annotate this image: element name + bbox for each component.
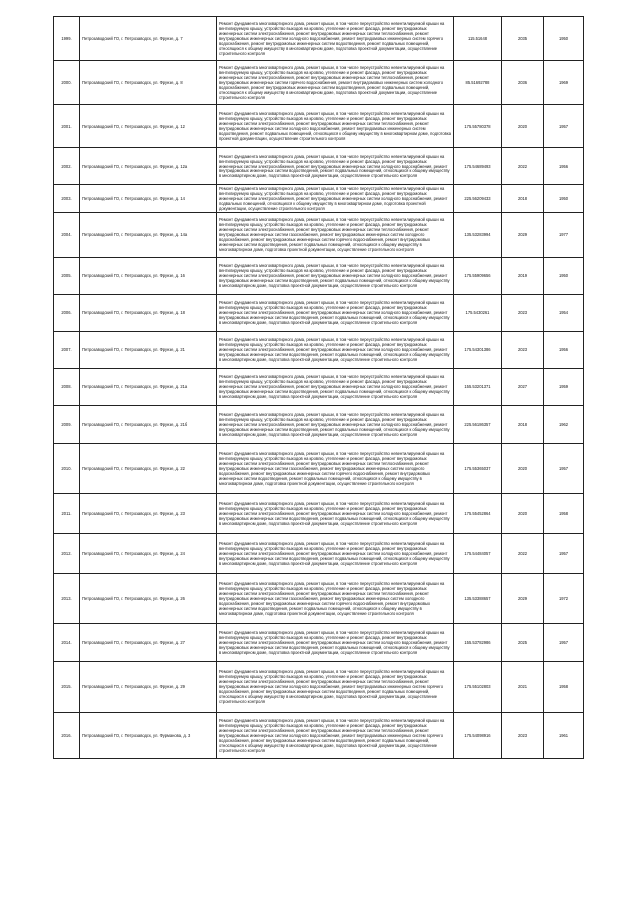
row-address: Петрозаводский ГО, г. Петрозаводск, ул. Фрунзе, д. 26 [80,573,217,623]
table-row [54,443,584,493]
row-works: Ремонт фундамента многоквартирного дома, ремонт крыши, в том числе переустройство невентилируемой крыши на вентилируемую крышу, устройство выходов на кровлю, утепление и ремонт фасада, ремонт внутридомовых инженерных систем электроснабжения, ремонт внутридомовых инженерных систем холодного водоснабжения, ремонт внутридомовых инженерных систем водоотведения, ремонт подвальных помещений, относящихся к общему имуществу в многоквартирном доме, подготовка проектной документации, осуществление строительного контроля [217,405,454,443]
row-cost: 155.53782986 [454,623,502,661]
row-works: Ремонт фундамента многоквартирного дома, ремонт крыши, в том числе переустройство невентилируемой крыши на вентилируемую крышу, устройство выходов на кровлю, утепление и ремонт фасада, ремонт внутридомовых инженерных систем электроснабжения, ремонт внутридомовых инженерных систем холодного водоснабжения, ремонт подвальных помещений, относящихся к общему имуществу в многоквартирном доме, подготовка проектной документации, осуществление строительного контроля [217,185,454,213]
row-year: 2022 [502,148,544,185]
row-number: 2014. [54,623,80,661]
row-year: 2019 [502,257,544,294]
row-number: 2000. [54,61,80,105]
row-built-year: 1972 [544,573,584,623]
row-year: 2018 [502,405,544,443]
row-works: Ремонт фундамента многоквартирного дома, ремонт крыши, в том числе переустройство невентилируемой крыши на вентилируемую крышу, устройство выходов на кровлю, утепление и ремонт фасада, ремонт внутридомовых инженерных систем электроснабжения, ремонт внутридомовых инженерных систем теплоснабжения, ремонт внутридомовых инженерных систем газоснабжения, ремонт внутридомовых инженерных систем холодного водоснабжения, ремонт внутридомовых инженерных систем горячего водоснабжения, ремонт внутридомовых инженерных систем водоотведения, ремонт подвальных помещений, относящихся к общему имуществу в многоквартирном доме, подготовка проектной документации, осуществление строительного контроля [217,443,454,493]
row-year: 2023 [502,294,544,331]
table-row [54,61,584,105]
row-cost: 175.55365037 [454,443,502,493]
row-number: 2009. [54,405,80,443]
row-address: Петрозаводский ГО, г. Петрозаводск, ул. Фрунзе, д. 8 [80,61,217,105]
table-row [54,105,584,148]
table-row [54,405,584,443]
row-number: 2006. [54,294,80,331]
row-year: 2020 [502,105,544,148]
table-row [54,294,584,331]
row-address: Петрозаводский ГО, г. Петрозаводск, ул. Фрунзе, д. 7 [80,17,217,61]
table-row [54,623,584,661]
row-year: 2035 [502,17,544,61]
row-built-year: 1957 [544,105,584,148]
row-works: Ремонт фундамента многоквартирного дома, ремонт крыши, в том числе переустройство невентилируемой крыши на вентилируемую крышу, устройство выходов на кровлю, утепление и ремонт фасада, ремонт внутридомовых инженерных систем электроснабжения, ремонт внутридомовых инженерных систем теплоснабжения, ремонт внутридомовых инженерных систем горячего водоснабжения, ремонт внутридомовых инженерных систем холодного водоснабжения, ремонт внутридомовых инженерных систем водоотведения, ремонт подвальных помещений, относящихся к общему имуществу в многоквартирном доме, подготовка проектной документации, осуществление строительного контроля [217,61,454,105]
row-built-year: 1957 [544,623,584,661]
row-number: 2001. [54,105,80,148]
table-row [54,661,584,712]
row-number: 2003. [54,185,80,213]
row-built-year: 1950 [544,17,584,61]
row-works: Ремонт фундамента многоквартирного дома, ремонт крыши, в том числе переустройство невентилируемой крыши на вентилируемую крышу, устройство выходов на кровлю, утепление и ремонт фасада, ремонт внутридомовых инженерных систем электроснабжения, ремонт внутридомовых инженерных систем холодного водоснабжения, ремонт внутридомовых инженерных систем водоотведения, ремонт подвальных помещений, относящихся к общему имуществу в многоквартирном доме, подготовка проектной документации, осуществление строительного контроля [217,623,454,661]
row-built-year: 1958 [544,661,584,712]
row-year: 2021 [502,661,544,712]
row-built-year: 1961 [544,712,584,758]
document-page [53,16,583,759]
table-row [54,533,584,573]
row-address: Петрозаводский ГО, г. Петрозаводск, ул. Фрунзе, д. 14а [80,212,217,257]
row-cost: 175.55780378 [454,105,502,148]
row-year: 2018 [502,185,544,213]
row-address: Петрозаводский ГО, г. Петрозаводск, ул. Фрунзе, д. 23 [80,493,217,533]
row-cost: 175.54098916 [454,712,502,758]
row-cost: 175.5430261 [454,294,502,331]
row-cost: 225.56209433 [454,185,502,213]
row-address: Петрозаводский ГО, г. Петрозаводск, ул. Фрунзе, д. 21б [80,405,217,443]
row-works: Ремонт фундамента многоквартирного дома, ремонт крыши, в том числе переустройство невентилируемой крыши на вентилируемую крышу, устройство выходов на кровлю, утепление и ремонт фасада, ремонт внутридомовых инженерных систем электроснабжения, ремонт внутридомовых инженерных систем теплоснабжения, ремонт внутридомовых инженерных систем холодного водоснабжения, ремонт внутридомовых инженерных систем горячего водоснабжения, ремонт внутридомовых инженерных систем водоотведения, ремонт подвальных помещений, относящихся к общему имуществу в многоквартирном доме, подготовка проектной документации, осуществление строительного контроля [217,712,454,758]
row-year: 2029 [502,573,544,623]
row-cost: 175.55102803 [454,661,502,712]
row-number: 2011. [54,493,80,533]
capital-repair-table [53,16,584,759]
table-row [54,573,584,623]
row-built-year: 1959 [544,368,584,405]
row-works: Ремонт фундамента многоквартирного дома, ремонт крыши, в том числе переустройство невентилируемой крыши на вентилируемую крышу, устройство выходов на кровлю, утепление и ремонт фасада, ремонт внутридомовых инженерных систем электроснабжения, ремонт внутридомовых инженерных систем холодного водоснабжения, ремонт внутридомовых инженерных систем водоотведения, ремонт подвальных помещений, относящихся к общему имуществу в многоквартирном доме, подготовка проектной документации, осуществление строительного контроля [217,368,454,405]
table-body [54,17,584,759]
row-number: 2007. [54,331,80,368]
row-cost: 135.53388657 [454,573,502,623]
row-address: Петрозаводский ГО, г. Петрозаводск, ул. Фрунзе, д. 16 [80,257,217,294]
row-cost: 175.54484057 [454,533,502,573]
row-built-year: 1962 [544,405,584,443]
row-built-year: 1957 [544,443,584,493]
table-row [54,331,584,368]
row-cost: 175.55909656 [454,257,502,294]
row-number: 2008. [54,368,80,405]
row-year: 2029 [502,212,544,257]
row-cost: 175.54301386 [454,331,502,368]
row-works: Ремонт фундамента многоквартирного дома, ремонт крыши, в том числе переустройство невентилируемой крыши на вентилируемую крышу, устройство выходов на кровлю, утепление и ремонт фасада, ремонт внутридомовых инженерных систем электроснабжения, ремонт внутридомовых инженерных систем теплоснабжения, ремонт внутридомовых инженерных систем холодного водоснабжения, ремонт внутридомовых инженерных систем горячего водоснабжения, ремонт внутридомовых инженерных систем водоотведения, ремонт подвальных помещений, относящихся к общему имуществу в многоквартирном доме, подготовка проектной документации, осуществление строительного контроля [217,661,454,712]
row-works: Ремонт фундамента многоквартирного дома, ремонт крыши, в том числе переустройство невентилируемой крыши на вентилируемую крышу, устройство выходов на кровлю, утепление и ремонт фасада, ремонт внутридомовых инженерных систем электроснабжения, ремонт внутридомовых инженерных систем холодного водоснабжения, ремонт внутридомовых инженерных систем водоотведения, ремонт подвальных помещений, относящихся к общему имуществу в многоквартирном доме, подготовка проектной документации, осуществление строительного контроля [217,148,454,185]
row-year: 2022 [502,533,544,573]
table-row [54,712,584,758]
row-number: 2015. [54,661,80,712]
row-number: 2010. [54,443,80,493]
row-year: 2023 [502,331,544,368]
row-number: 2002. [54,148,80,185]
row-works: Ремонт фундамента многоквартирного дома, ремонт крыши, в том числе переустройство невентилируемой крыши на вентилируемую крышу, устройство выходов на кровлю, утепление и ремонт фасада, ремонт внутридомовых инженерных систем электроснабжения, ремонт внутридомовых инженерных систем холодного водоснабжения, ремонт внутридомовых инженерных систем водоотведения, ремонт подвальных помещений, относящихся к общему имуществу в многоквартирном доме, подготовка проектной документации, осуществление строительного контроля [217,294,454,331]
row-works: Ремонт фундамента многоквартирного дома, ремонт крыши, в том числе переустройство невентилируемой крыши на вентилируемую крышу, устройство выходов на кровлю, утепление и ремонт фасада, ремонт внутридомовых инженерных систем электроснабжения, ремонт внутридомовых инженерных систем холодного водоснабжения, ремонт внутридомовых инженерных систем водоотведения, ремонт подвальных помещений, относящихся к общему имуществу в многоквартирном доме, подготовка проектной документации, осуществление строительного контроля [217,493,454,533]
row-number: 2004. [54,212,80,257]
table-row [54,368,584,405]
row-cost: 155.53201371 [454,368,502,405]
row-number: 2012. [54,533,80,573]
row-built-year: 1977 [544,212,584,257]
row-cost: 135.53283994 [454,212,502,257]
row-address: Петрозаводский ГО, г. Петрозаводск, ул. Фрунзе, д. 12а [80,148,217,185]
row-year: 2020 [502,443,544,493]
row-cost: 175.55452864 [454,493,502,533]
row-number: 2005. [54,257,80,294]
table-row [54,212,584,257]
row-address: Петрозаводский ГО, г. Петрозаводск, ул. Фрунзе, д. 18 [80,294,217,331]
row-built-year: 1956 [544,148,584,185]
table-row [54,148,584,185]
row-address: Петрозаводский ГО, г. Петрозаводск, ул. Фрунзе, д. 22 [80,443,217,493]
row-number: 2013. [54,573,80,623]
row-works: Ремонт фундамента многоквартирного дома, ремонт крыши, в том числе переустройство невентилируемой крыши на вентилируемую крышу, устройство выходов на кровлю, утепление и ремонт фасада, ремонт внутридомовых инженерных систем электроснабжения, ремонт внутридомовых инженерных систем холодного водоснабжения, ремонт внутридомовых инженерных систем водоотведения, ремонт подвальных помещений, относящихся к общему имуществу в многоквартирном доме, подготовка проектной документации, осуществление строительного контроля [217,331,454,368]
row-built-year: 1956 [544,331,584,368]
row-year: 2025 [502,623,544,661]
row-number: 2016. [54,712,80,758]
row-year: 2036 [502,61,544,105]
row-year: 2027 [502,368,544,405]
row-address: Петрозаводский ГО, г. Петрозаводск, ул. Фрунзе, д. 21а [80,368,217,405]
row-cost: 115.51648 [454,17,502,61]
row-address: Петрозаводский ГО, г. Петрозаводск, ул. Фрунзе, д. 29 [80,661,217,712]
row-works: Ремонт фундамента многоквартирного дома, ремонт крыши, в том числе переустройство невентилируемой крыши на вентилируемую крышу, устройство выходов на кровлю, утепление и ремонт фасада, ремонт внутридомовых инженерных систем электроснабжения, ремонт внутридомовых инженерных систем холодного водоснабжения, ремонт внутридомовых инженерных систем водоотведения, ремонт подвальных помещений, относящихся к общему имуществу в многоквартирном доме, подготовка проектной документации, осуществление строительного контроля [217,257,454,294]
row-works: Ремонт фундамента многоквартирного дома, ремонт крыши, в том числе переустройство невентилируемой крыши на вентилируемую крышу, устройство выходов на кровлю, утепление и ремонт фасада, ремонт внутридомовых инженерных систем электроснабжения, ремонт внутридомовых инженерных систем теплоснабжения, ремонт внутридомовых инженерных систем холодного водоснабжения, ремонт внутридомовых инженерных систем горячего водоснабжения, ремонт внутридомовых инженерных систем водоотведения, ремонт подвальных помещений, относящихся к общему имуществу в многоквартирном доме, подготовка проектной документации, осуществление строительного контроля [217,17,454,61]
row-number: 1999. [54,17,80,61]
row-built-year: 1958 [544,493,584,533]
row-works: Ремонт фундамента многоквартирного дома, ремонт крыши, в том числе переустройство невентилируемой крыши на вентилируемую крышу, устройство выходов на кровлю, утепление и ремонт фасада, ремонт внутридомовых инженерных систем электроснабжения, ремонт внутридомовых инженерных систем холодного водоснабжения, ремонт внутридомовых инженерных систем водоотведения, ремонт подвальных помещений, относящихся к общему имуществу в многоквартирном доме, подготовка проектной документации, осуществление строительного контроля [217,533,454,573]
row-works: Ремонт фундамента многоквартирного дома, ремонт крыши, в том числе переустройство невентилируемой крыши на вентилируемую крышу, устройство выходов на кровлю, утепление и ремонт фасада, ремонт внутридомовых инженерных систем электроснабжения, ремонт внутридомовых инженерных систем теплоснабжения, ремонт внутридомовых инженерных систем газоснабжения, ремонт внутридомовых инженерных систем холодного водоснабжения, ремонт внутридомовых инженерных систем горячего водоснабжения, ремонт внутридомовых инженерных систем водоотведения, ремонт подвальных помещений, относящихся к общему имуществу в многоквартирном доме, подготовка проектной документации, осуществление строительного контроля [217,212,454,257]
row-built-year: 1969 [544,61,584,105]
row-year: 2020 [502,493,544,533]
row-cost: 175.54689493 [454,148,502,185]
row-built-year: 1950 [544,257,584,294]
row-address: Петрозаводский ГО, г. Петрозаводск, ул. Фрунзе, д. 21 [80,331,217,368]
row-address: Петрозаводский ГО, г. Петрозаводск, ул. Фрунзе, д. 27 [80,623,217,661]
table-row [54,17,584,61]
row-works: Ремонт фундамента многоквартирного дома, ремонт крыши, в том числе переустройство невентилируемой крыши на вентилируемую крышу, устройство выходов на кровлю, утепление и ремонт фасада, ремонт внутридомовых инженерных систем электроснабжения, ремонт внутридомовых инженерных систем теплоснабжения, ремонт внутридомовых инженерных систем холодного водоснабжения, ремонт внутридомовых инженерных систем водоотведения, ремонт подвальных помещений, относящихся к общему имуществу в многоквартирном доме, подготовка проектной документации, осуществление строительного контроля [217,105,454,148]
row-cost: 85.51692788 [454,61,502,105]
row-address: Петрозаводский ГО, г. Петрозаводск, ул. Фрунзе, д. 14 [80,185,217,213]
row-address: Петрозаводский ГО, г. Петрозаводск, ул. Фурманова, д. 3 [80,712,217,758]
row-built-year: 1957 [544,533,584,573]
row-address: Петрозаводский ГО, г. Петрозаводск, ул. Фрунзе, д. 12 [80,105,217,148]
row-works: Ремонт фундамента многоквартирного дома, ремонт крыши, в том числе переустройство невентилируемой крыши на вентилируемую крышу, устройство выходов на кровлю, утепление и ремонт фасада, ремонт внутридомовых инженерных систем электроснабжения, ремонт внутридомовых инженерных систем теплоснабжения, ремонт внутридомовых инженерных систем газоснабжения, ремонт внутридомовых инженерных систем холодного водоснабжения, ремонт внутридомовых инженерных систем горячего водоснабжения, ремонт внутридомовых инженерных систем водоотведения, ремонт подвальных помещений, относящихся к общему имуществу в многоквартирном доме, подготовка проектной документации, осуществление строительного контроля [217,573,454,623]
row-built-year: 1950 [544,185,584,213]
table-row [54,257,584,294]
row-built-year: 1954 [544,294,584,331]
table-row [54,185,584,213]
table-row [54,493,584,533]
row-address: Петрозаводский ГО, г. Петрозаводск, ул. Фрунзе, д. 24 [80,533,217,573]
row-year: 2023 [502,712,544,758]
row-cost: 225.56186357 [454,405,502,443]
